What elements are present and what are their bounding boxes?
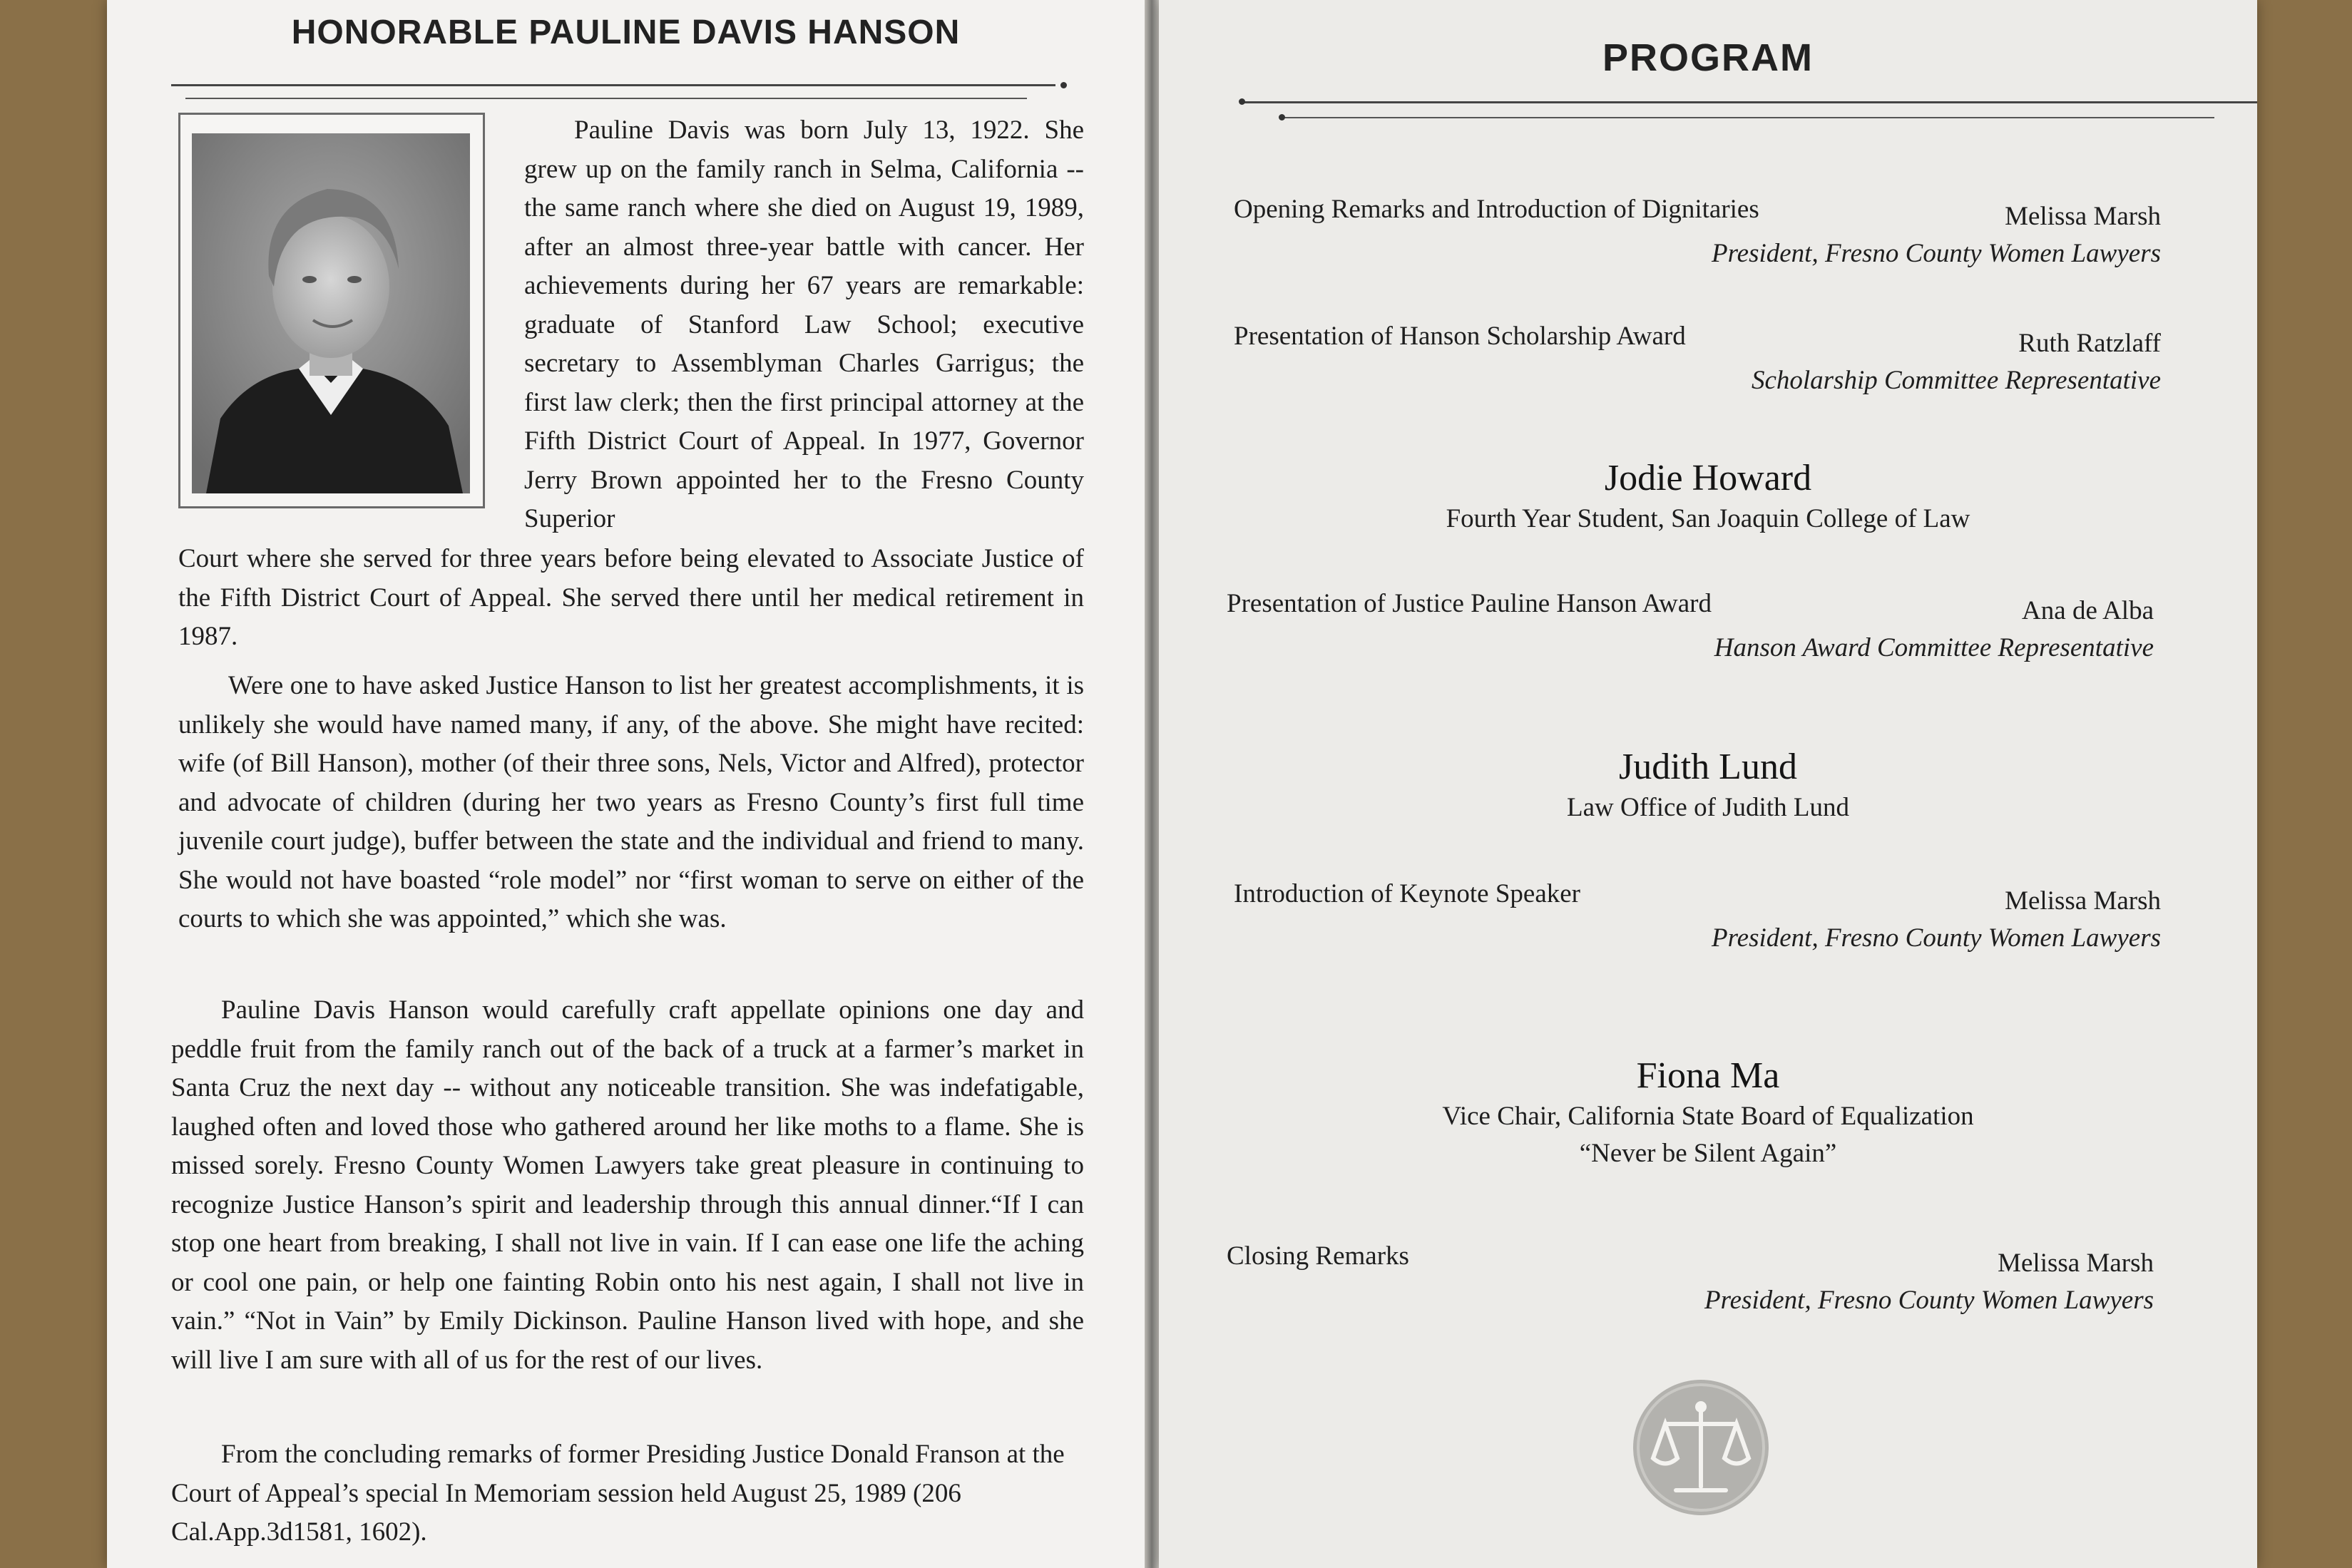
speaker-block xyxy=(1159,1054,2257,1172)
program-rule-bottom xyxy=(1280,117,2214,118)
program-item-title: Presentation of Justice Pauline Hanson Award xyxy=(1227,589,1712,618)
bio-paragraph-3: Pauline Davis Hanson would carefully craft appellate opinions one day and peddle fruit from the family ranch out of the back of a truck at a farmer’s market in Santa Cruz the next day -- without any noticeable transition. She was indefatigable, laughed often and loved those who gathered around her like moths to a flame. She is missed sorely. Fresno County Women Lawyers take great pleasure in continuing to recognize Justice Hanson’s spirit and leadership through this annual dinner.“If I can stop one heart from breaking, I shall not live in vain. If I can ease one life the aching or cool one pain, or help one fainting Robin onto his nest again, I shall not live in vain.” “Not in Vain” by Emily Dickinson. Pauline Hanson lived with hope, and she will live I am sure with all of us for the rest of our lives. xyxy=(171,995,1084,1375)
booklet-fold xyxy=(1145,0,1159,1568)
program-item-role: President, Fresno County Women Lawyers xyxy=(1712,239,2161,268)
bio-citation: From the concluding remarks of former Presiding Justice Donald Franson at the Court of Appeal’s special In Memoriam session held August 25, 1989 (206 Cal.App.3d1581, 1602). xyxy=(171,1440,1065,1547)
program-page xyxy=(1159,0,2257,1568)
speaker-name: Fiona Ma xyxy=(1636,1055,1780,1096)
bio-title: HONORABLE PAULINE DAVIS HANSON xyxy=(291,14,961,51)
bio-paragraph-1-continued: Court where she served for three years before being elevated to Associate Justice of the Fifth District Court of Appeal. She served there until her medical retirement in 1987. xyxy=(178,544,1084,651)
program-item-role: Scholarship Committee Representative xyxy=(1751,366,2161,395)
program-item xyxy=(1227,588,2154,667)
portrait-photo xyxy=(192,133,470,493)
program-item-presenter: Melissa Marsh xyxy=(1998,1249,2154,1278)
speaker-name: Judith Lund xyxy=(1619,747,1797,787)
portrait-frame xyxy=(178,113,485,508)
program-rule-top xyxy=(1244,101,2257,103)
speaker-block xyxy=(1159,745,2257,826)
speaker-affiliation: Vice Chair, California State Board of Equalization xyxy=(1442,1102,1974,1131)
program-item-presenter: Ruth Ratzlaff xyxy=(2018,329,2161,358)
program-item xyxy=(1234,321,2161,399)
program-item-title: Opening Remarks and Introduction of Dignitaries xyxy=(1234,195,1759,224)
speaker-affiliation: Fourth Year Student, San Joaquin College of Law xyxy=(1446,504,1970,533)
program-item-title: Presentation of Hanson Scholarship Award xyxy=(1234,322,1686,351)
title-rule-top xyxy=(171,84,1055,86)
program-item-role: President, Fresno County Women Lawyers xyxy=(1712,923,2161,953)
title-rule-bottom xyxy=(185,98,1027,99)
rule-dot xyxy=(1239,98,1245,105)
rule-dot xyxy=(1060,82,1067,88)
portrait-illustration xyxy=(192,133,470,493)
bio-page xyxy=(107,0,1145,1568)
program-item-presenter: Ana de Alba xyxy=(2022,596,2154,625)
program-item-presenter: Melissa Marsh xyxy=(2005,886,2161,916)
speaker-affiliation: Law Office of Judith Lund xyxy=(1567,793,1849,822)
program-item xyxy=(1234,878,2161,957)
program-item xyxy=(1227,1241,2154,1319)
bio-paragraph-1: Pauline Davis was born July 13, 1922. She grew up on the family ranch in Selma, California -- the same ranch where she died on August 19, 1989, after an almost three-year battle with cancer. Her achievements during her 67 years are remarkable: graduate of Stanford Law School; executive secretary to Assemblyman Charles Garrigus; the first law clerk; then the first principal attorney at the Fifth District Court of Appeal. In 1977, Governor Jerry Brown appointed her to the Fresno County Superior xyxy=(524,116,1084,533)
program-item-role: Hanson Award Committee Representative xyxy=(1714,633,2154,662)
speaker-block xyxy=(1159,456,2257,538)
program-item-title: Closing Remarks xyxy=(1227,1241,1409,1271)
scales-of-justice-icon xyxy=(1633,1380,1769,1515)
bio-paragraph-2: Were one to have asked Justice Hanson to list her greatest accomplishments, it is unlikely she would have named many, if any, of the above. She might have recited: wife (of Bill Hanson), mother (of their three sons, Nels, Victor and Alfred), protector and advocate of children (during her two years as Fresno County’s first full time juvenile court judge), buffer between the state and the individual and friend to many. She would not have boasted “role model” nor “first woman to serve on either of the courts to which she was appointed,” which she was. xyxy=(178,671,1084,933)
speaker-talk-title: “Never be Silent Again” xyxy=(1579,1139,1837,1168)
scales-of-justice-icon xyxy=(1633,1380,1769,1515)
program-item-title: Introduction of Keynote Speaker xyxy=(1234,879,1580,908)
program-title: PROGRAM xyxy=(1602,36,1814,79)
speaker-name: Jodie Howard xyxy=(1604,458,1812,498)
program-item xyxy=(1234,194,2161,272)
program-item-role: President, Fresno County Women Lawyers xyxy=(1704,1286,2154,1315)
program-item-presenter: Melissa Marsh xyxy=(2005,202,2161,231)
rule-dot xyxy=(1279,114,1285,121)
